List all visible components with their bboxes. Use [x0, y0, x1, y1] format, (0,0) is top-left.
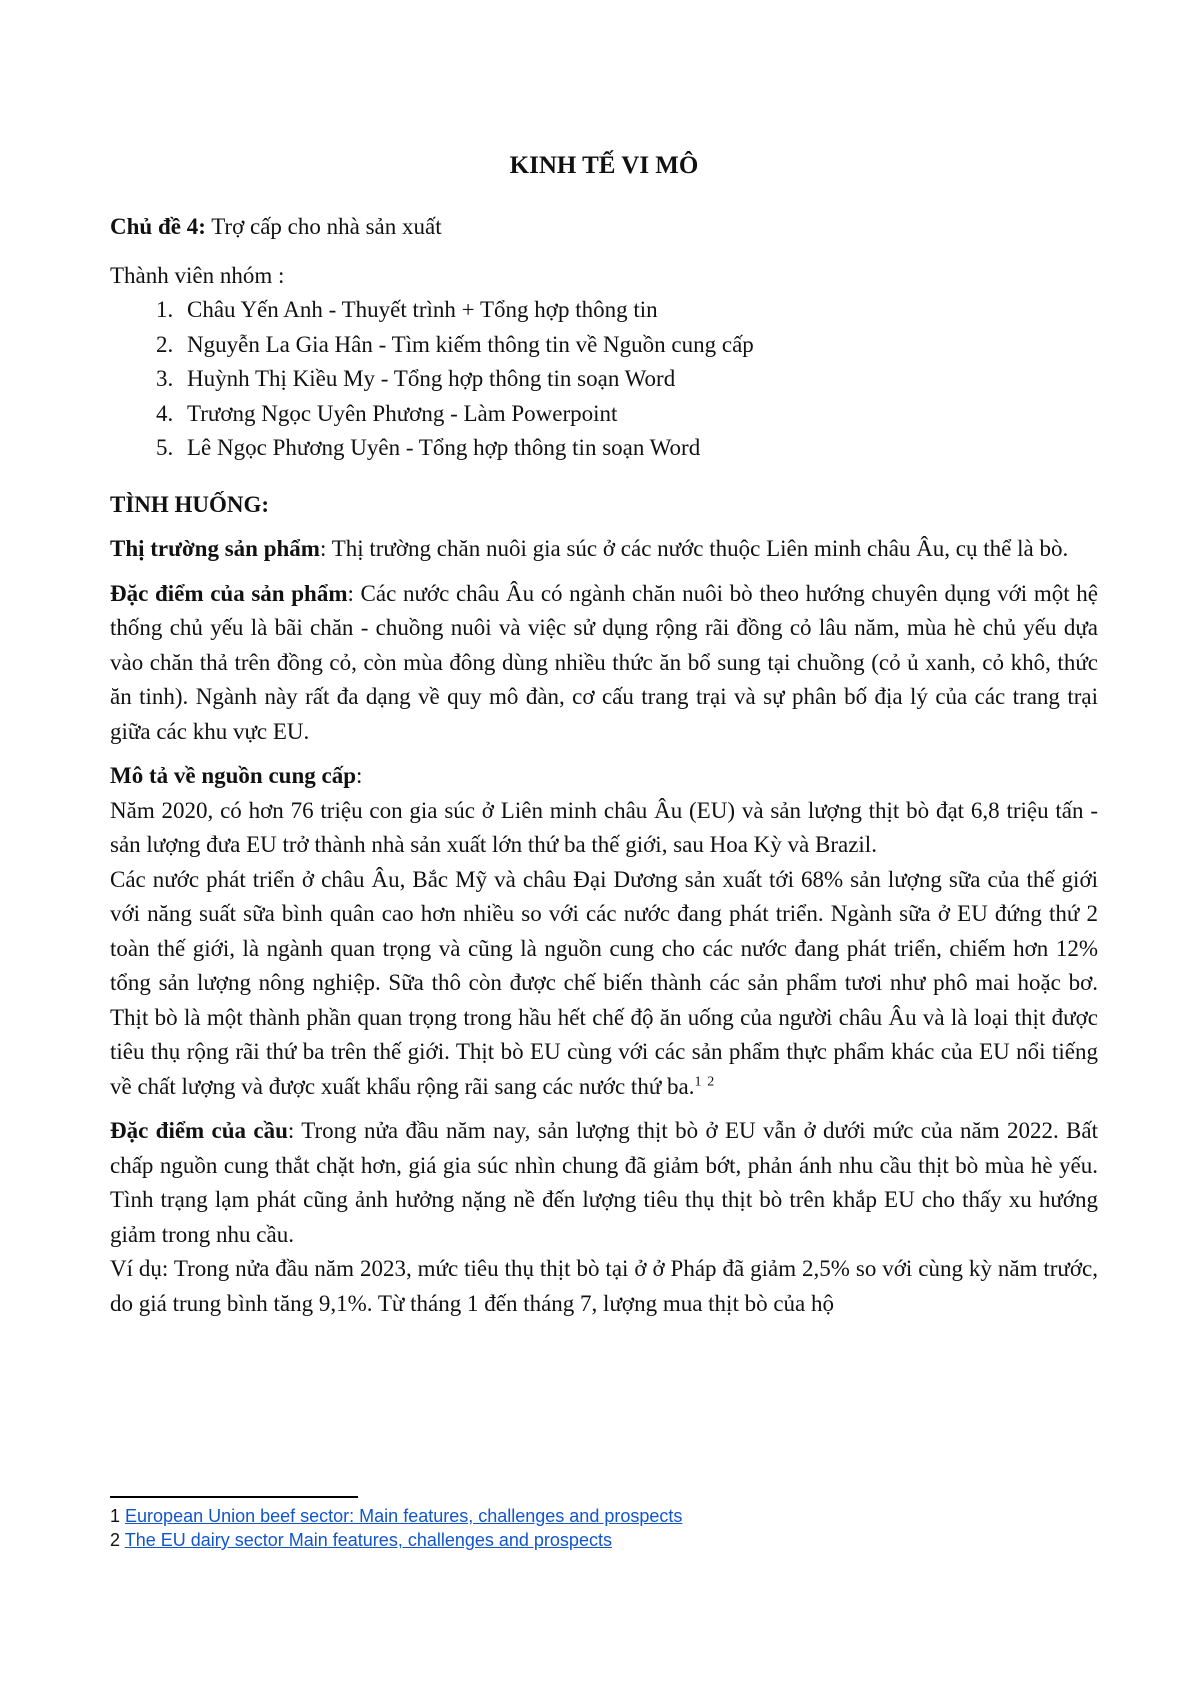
- market-text: : Thị trường chăn nuôi gia súc ở các nước thuộc Liên minh châu Âu, cụ thể là bò.: [319, 536, 1069, 561]
- supply-paragraph-2: [110, 863, 1098, 1105]
- demand-label: Đặc điểm của cầu: [110, 1118, 288, 1143]
- supply-paragraph-2-text: Các nước phát triển ở châu Âu, Bắc Mỹ và châu Đại Dương sản xuất tới 68% sản lượng sữa của thế giới với năng suất sữa bình quân cao hơn nhiều so với các nước đang phát triển. Ngành sữa ở EU đứng thứ 2 toàn thế giới, là ngành quan trọng và cũng là nguồn cung cho các nước đang phát triển, chiếm hơn 12% tổng sản lượng nông nghiệp. Sữa thô còn được chế biến thành các sản phẩm tươi như phô mai hoặc bơ. Thịt bò là một thành phần quan trọng trong hầu hết chế độ ăn uống của người châu Âu và là loại thịt được tiêu thụ rộng rãi thứ ba trên thế giới. Thịt bò EU cùng với các sản phẩm thực phẩm khác của EU nổi tiếng về chất lượng và được xuất khẩu rộng rãi sang các nước thứ ba.: [110, 866, 1098, 1099]
- member-item: 5. Lê Ngọc Phương Uyên - Tổng hợp thông tin soạn Word: [179, 431, 1098, 466]
- document-title: KINH TẾ VI MÔ: [509, 152, 699, 179]
- footnote-number: 1: [110, 1506, 121, 1526]
- supply-paragraph-1: Năm 2020, có hơn 76 triệu con gia súc ở Liên minh châu Âu (EU) và sản lượng thịt bò đạt 6,8 triệu tấn - sản lượng đưa EU trở thành nhà sản xuất lớn thứ ba thế giới, sau Hoa Kỳ và Brazil.: [110, 797, 1098, 857]
- supply-label: Mô tả về nguồn cung cấp: [110, 763, 356, 788]
- product-label: Đặc điểm của sản phẩm: [110, 580, 348, 606]
- footnote-2: [110, 1528, 682, 1552]
- footnote-separator: [110, 1496, 358, 1498]
- demand-example-paragraph: Ví dụ: Trong nửa đầu năm 2023, mức tiêu thụ thịt bò tại ở ở Pháp đã giảm 2,5% so với cùng kỳ năm trước, do giá trung bình tăng 9,1%. Từ tháng 1 đến tháng 7, lượng mua thịt bò của hộ: [110, 1256, 1098, 1316]
- product-text: : Các nước châu Âu có ngành chăn nuôi bò theo hướng chuyên dụng với một hệ thống chủ yếu là bãi chăn - chuồng nuôi và việc sử dụng rộng rãi đồng cỏ lâu năm, mùa hè chủ yếu dựa vào chăn thả trên đồng cỏ, còn mùa đông dùng nhiều thức ăn bổ sung tại chuồng (cỏ ủ xanh, cỏ khô, thức ăn tinh). Ngành này rất đa dạng về quy mô đàn, cơ cấu trang trại và sự phân bố địa lý của các trang trại giữa các khu vực EU.: [110, 580, 1098, 744]
- footnote-link-beef[interactable]: European Union beef sector: Main features, challenges and prospects: [125, 1506, 683, 1526]
- footnote-1: [110, 1504, 682, 1528]
- footnote-ref-1[interactable]: 1: [694, 1073, 702, 1089]
- demand-paragraph: [110, 1114, 1098, 1252]
- demand-text: : Trong nửa đầu năm nay, sản lượng thịt bò ở EU vẫn ở dưới mức của năm 2022. Bất chấp nguồn cung thắt chặt hơn, giá gia súc nhìn chung đã giảm bớt, phản ánh nhu cầu thịt bò mùa hè yếu. Tình trạng lạm phát cũng ảnh hưởng nặng nề đến lượng tiêu thụ thịt bò trên khắp EU cho thấy xu hướng giảm trong nhu cầu.: [110, 1118, 1098, 1247]
- topic-label: Chủ đề 4:: [110, 214, 206, 239]
- member-item: 1. Châu Yến Anh - Thuyết trình + Tổng hợp thông tin: [179, 293, 1098, 328]
- member-item: 2. Nguyễn La Gia Hân - Tìm kiếm thông tin về Nguồn cung cấp: [179, 328, 1098, 363]
- member-item: 4. Trương Ngọc Uyên Phương - Làm Powerpoint: [179, 397, 1098, 432]
- product-paragraph: [110, 577, 1098, 750]
- member-item: 3. Huỳnh Thị Kiều My - Tổng hợp thông tin soạn Word: [179, 362, 1098, 397]
- footnotes: [110, 1504, 682, 1552]
- members-label: Thành viên nhóm :: [110, 262, 285, 288]
- supply-colon: :: [356, 763, 363, 788]
- situation-heading: TÌNH HUỐNG:: [110, 491, 270, 517]
- topic-line: [110, 210, 1098, 245]
- supply-heading: [110, 759, 1098, 794]
- footnote-number: 2: [110, 1530, 121, 1550]
- topic-text: Trợ cấp cho nhà sản xuất: [205, 214, 442, 239]
- footnote-ref-2[interactable]: 2: [707, 1073, 715, 1089]
- market-label: Thị trường sản phẩm: [110, 536, 320, 561]
- market-paragraph: [110, 532, 1098, 567]
- members-list: [110, 293, 1098, 466]
- footnote-link-dairy[interactable]: The EU dairy sector Main features, challenges and prospects: [124, 1530, 612, 1550]
